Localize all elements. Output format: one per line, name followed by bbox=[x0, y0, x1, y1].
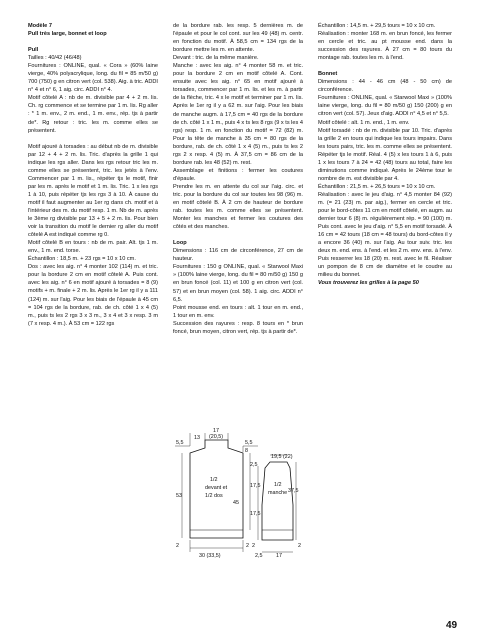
sleeve-label-line-1: 1/2 bbox=[274, 482, 282, 488]
loop-gauge: Échantillon : 14,5 m. + 29,5 tours = 10 x 10 cm. bbox=[318, 23, 436, 29]
rib-pattern-a: Motif côtelé A : nb de m. divisible par 4 + 2 m. lis. Ch. rg commence et se termine par 1 m. lis. Rg aller : * 1 m. env., 2 m. end., 1 m. env., rép. tjs à partir de*. Rg retour : tric. les m. comme elles se présentent. bbox=[28, 95, 158, 134]
body-label-line-1: 1/2 bbox=[210, 477, 218, 483]
pull-supplies: Fournitures : ONLINE, qual. « Cora » (60% laine vierge, 40% polyacrylique, long. du fil = 85 m/50 g) 700 (750) g en citron vert (col. 538). Aig. à tric. ADDI n° 4 et n° 6, 1 aig. circ. ADDI n° 4. bbox=[28, 63, 158, 94]
pull-sizes: Tailles : 40/42 (46/48) bbox=[28, 55, 82, 62]
body-border-right: 2 bbox=[246, 543, 249, 549]
hat-instructions: Réalisation : avec le jeu d'aig. n° 4,5 monter 84 (92) m. (= 21 (23) m. par aig.), fermer en cercle et tric. pour le bord-côtes 11 cm en motif côtelé, en augm. au dernier tour 6 (8) m. régulièrement rép. = 90 (100) m. Puis cont. avec le jeu d'aig. n° 5,5 en motif torsadé. À 16 cm = 42 tours (18 cm = 48 tours) du bord-côtes il y a encore 36 (40) m. sur l'aig. Au tour suiv. tric. les deux m. end. ens. à l'end. et les 2 m. env. ens. à l'env. Puis resserrer les 18 (20) m. rest. avec le fil. Réaliser un pompon de 8 cm de diamètre et le coudre au milieu du bonnet. bbox=[318, 191, 452, 279]
sleeve-instructions: Manche : avec les aig. n° 4 monter 58 m. et tric. pour la bordure 2 cm en motif côtelé A. Cont. ensuite avec les aig. n° 65 en motif ajouré à torsades, commencer par 1 m. lis. et les m. à partir de la flèche, tric. 4 x le motif et terminer par 1 m. lis. Après le 1er rg il y a 62 m. sur l'aig. Pour les biais de manche augm. à 17,5 cm = 40 rgs de la bordure de ch. côté 1 x 1 m., puis 4 x ts les 8 rgs (9 x ts les 4 rgs) resp. 1 m. en fonction du motif = 72 (82) m. Pour la tête de manche à 35 cm = 80 rgs de la bordure, rab. de ch. côté 1 x 4 (5) m., puis ts les 2 rgs 2 x resp. 4 (5) m. À 37,5 cm = 86 cm de la bordure rab. les 48 (52) m. rest. bbox=[173, 63, 303, 166]
body-label-line-2: devant et bbox=[205, 485, 228, 491]
back-instructions: Dos : avec les aig. n° 4 monter 102 (114) m. et tric. pour la bordure 2 cm en motif côtelé A. Puis cont. avec les aig. n° 6 en motif ajouré à torsades = 8 (9) motifs + m. finale + 2 m. lis. Après le 1er rg il y a 111 (124) m. sur l'aig. Pour les biais de l'épaule à 45 cm = 104 rgs de la bordure, rab. de ch. côté 1 x 4 (5) m., puis ts les 2 rgs 3 x 3 m., 3 x 4 et 3 x resp. 3 m (7 x resp. 4 m.). À 53 cm = 122 rgs bbox=[28, 264, 158, 327]
hat-rib-pattern: Motif côtelé : alt. 1 m. end., 1 m. env. bbox=[318, 119, 410, 126]
sleeve-schematic bbox=[258, 455, 296, 552]
body-right-small: 8 bbox=[245, 448, 248, 454]
pattern-title: Modèle 7 bbox=[28, 23, 52, 29]
body-right-edge: 5,5 bbox=[245, 440, 253, 446]
body-border-left: 2 bbox=[176, 543, 179, 549]
body-left-edge: 5,5 bbox=[176, 440, 184, 446]
body-top-width-alt: (20,5) bbox=[209, 434, 224, 440]
body-top-width: 17 bbox=[213, 428, 219, 434]
hat-cable-pattern: Motif torsadé : nb de m. divisible par 10. Tric. d'après la grille 2 en tours qui indique les tours impairs. Dans les tours pairs, tric. les m. comme elles se présentent. Répéter tjs le motif. Réal. 4 (5) x les tours 1 à 6, puis 1 x les tours 7 à 24 = 42 (48) tours au total, faire les diminutions comme indiqué. Après le 24ème tour le nombre de m. est divisible par 4. bbox=[318, 127, 452, 182]
pull-heading: Pull bbox=[28, 47, 39, 54]
body-label-line-3: 1/2 dos bbox=[205, 493, 223, 499]
loop-instructions: Réalisation : monter 168 m. en brun foncé, les fermer en cercle et tric. au pt mousse end. dans la succession des rayures. À 27 cm = 80 tours du montage rab. toutes les m. à l'end. bbox=[318, 31, 452, 62]
sleeve-segment-b: 17,5 bbox=[250, 511, 261, 517]
sleeve-segment-a: 17,5 bbox=[250, 483, 261, 489]
hat-gauge: Échantillon : 21,5 m. + 26,5 tours = 10 x 10 cm. bbox=[318, 183, 436, 190]
body-shoulder-offset: 13 bbox=[194, 435, 200, 441]
assembly-instructions: Assemblage et finitions : fermer les coutures d'épaule. bbox=[173, 167, 303, 182]
sleeve-border-right: 2 bbox=[298, 543, 301, 549]
rib-pattern-b: Motif côtelé B en tours : nb de m. pair. Alt. tjs 1 m. env., 1 m. end. torse. bbox=[28, 240, 158, 255]
sleeve-label-line-2: manche bbox=[268, 490, 288, 496]
body-height-right: 45 bbox=[233, 500, 239, 506]
sleeve-outline bbox=[262, 462, 293, 540]
body-bottom-width: 30 (33,5) bbox=[199, 553, 221, 559]
loop-garter-stitch: Point mousse end. en tours : alt. 1 tour en m. end., 1 tour en m. env. bbox=[173, 304, 303, 319]
sleeve-cap-left: 2,5 bbox=[250, 462, 258, 468]
sleeve-bottom-right: 17 bbox=[276, 553, 282, 559]
sleeve-height-right: 37,5 bbox=[288, 488, 299, 494]
loop-supplies: Fournitures : 150 g ONLINE, qual. « Starwool Maxi » (100% laine vierge, long. du fil = 80 m/50 g) 150 g en brun foncé (col. 11) et 100 g en citron vert (col. 57) et en brun moyen (col. 58). 1 aig. circ. ADDI n° 6,5. bbox=[173, 264, 303, 303]
front-instructions: Devant : tric. de la même manière. bbox=[173, 55, 259, 62]
body-labels bbox=[176, 428, 253, 559]
loop-heading: Loop bbox=[173, 240, 187, 247]
pattern-subtitle: Pull très large, bonnet et loop bbox=[28, 31, 107, 38]
sleeve-border-left: 2 bbox=[252, 543, 255, 549]
body-height-left: 53 bbox=[176, 493, 182, 499]
hat-heading: Bonnet bbox=[318, 71, 338, 78]
charts-reference-note: Vous trouverez les grilles à la page 50 bbox=[318, 280, 419, 287]
sleeve-bottom-left: 2,5 bbox=[255, 553, 263, 559]
sleeve-top-width: 19,5 (22) bbox=[271, 454, 293, 460]
collar-instructions: Prendre les m. en attente du col sur l'aig. circ. et tric. pour la bordure du col sur toutes les 98 (96) m. en motif côtelé B. À 2 cm de hauteur de bordure rab. toutes les m. comme elles se présentent. Monter les manches et fermer les coutures des côtés et des manches. bbox=[173, 183, 303, 231]
hat-supplies: Fournitures : ONLINE, qual. « Starwool Maxi » (100% laine vierge, long. du fil = 80 m/50 g) 150 (200) g en citron vert (col. 57). Jeux d'aig. ADDI n° 4,5 et n° 5,5. bbox=[318, 95, 452, 118]
loop-dimensions: Dimensions : 116 cm de circonférence, 27 cm de hauteur. bbox=[173, 248, 303, 263]
loop-stripes: Succession des rayures : resp. 8 tours en * brun foncé, brun moyen, citron vert, rép. tjs à partir de*. bbox=[173, 320, 303, 335]
back-instructions-cont: de la bordure rab. les resp. 5 dernières m. de l'épaule et pour le col cont. sur les 49 (48) m. centr. en fonction du motif. À 58,5 cm = 134 rgs de la bordure mettre les m. en attente. bbox=[173, 23, 303, 54]
page-number: 49 bbox=[446, 620, 458, 631]
pull-gauge: Échantillon : 18,5 m. + 23 rgs = 10 x 10 cm. bbox=[28, 256, 136, 263]
cable-lace-pattern: Motif ajouré à torsades : au début nb de m. divisible par 12 + 4 + 2 m. lis. Tric. d'après la grille 1 qui indique les rgs aller. Dans les rgs retour tric les m. comme elles se présentent, tric. les jetés à l'env. Commencer par 1 m. lis., répéter tjs le motif, finir par les m. après le motif et 1 m. lis. Tric. 1 x les rgs 1 à 10, puis répéter tjs les rgs 3 à 10. À cause du motif il faut augmenter au 1er rg dans ch. motif et à l'intérieur des m. du motif resp. 1 m. Nb de m. après le 3ème rg divisible par 13 + 5 + 2 m. lis. Pour bien voir la transition du motif le dernier rg aller du motif côtelé A est indiqué comme rg 0. bbox=[28, 143, 158, 239]
hat-dimensions: Dimensions : 44 - 46 cm (48 - 50 cm) de circonférence. bbox=[318, 79, 452, 94]
